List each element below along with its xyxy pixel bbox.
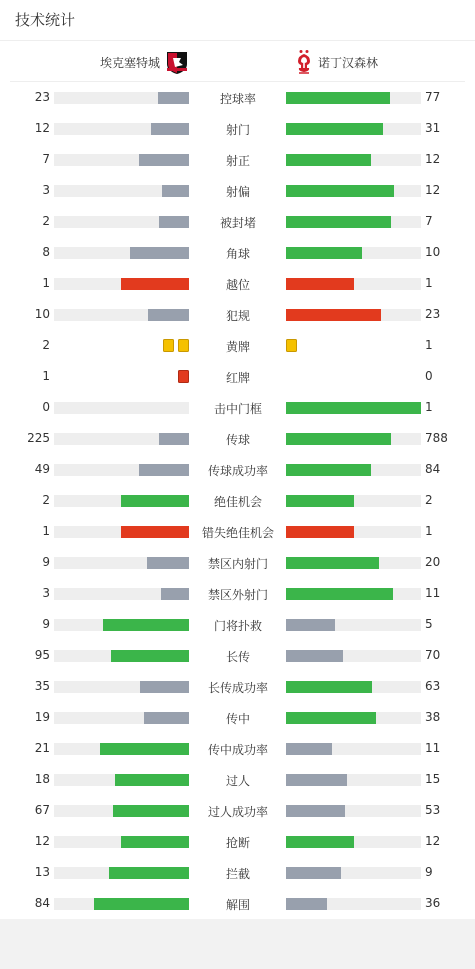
home-stat-value: 95: [34, 648, 50, 662]
teams-header: [10, 41, 465, 82]
away-stat-bar: [286, 650, 421, 662]
stat-label: 抢断: [225, 836, 250, 850]
forest-tree-crest-icon: [296, 49, 312, 75]
stat-label: 红牌: [225, 371, 250, 385]
stat-row: [0, 826, 475, 857]
stat-row: [0, 733, 475, 764]
away-stat-bar-fill: [286, 433, 391, 445]
home-stat-bar-fill: [103, 619, 189, 631]
stat-label: 射偏: [225, 185, 250, 199]
home-stat-value: 2: [42, 493, 50, 507]
away-stat-bar-fill: [286, 557, 379, 569]
away-stat-value: 5: [425, 617, 433, 631]
away-stat-value: 7: [425, 214, 433, 228]
stat-row: [0, 764, 475, 795]
home-stat-bar-fill: [144, 712, 189, 724]
home-stat-bar-fill: [140, 681, 189, 693]
away-stat-value: 12: [425, 183, 441, 197]
home-stat-bar-fill: [130, 247, 189, 259]
stat-label: 黄牌: [225, 340, 250, 354]
stat-label: 绝佳机会: [213, 495, 262, 509]
home-red-card-icon: [178, 370, 189, 383]
away-stat-value: 15: [425, 772, 441, 786]
away-stat-bar: [286, 836, 421, 848]
away-stat-bar: [286, 185, 421, 197]
stat-row: [0, 702, 475, 733]
home-stat-value: 1: [42, 369, 50, 383]
home-stat-bar-fill: [121, 836, 189, 848]
away-stat-value: 12: [425, 834, 441, 848]
away-stat-value: 1: [425, 400, 433, 414]
home-stat-bar-fill: [147, 557, 189, 569]
home-stat-value: 12: [34, 121, 50, 135]
home-stat-bar: [54, 185, 189, 197]
stat-row: [0, 516, 475, 547]
home-stat-value: 23: [34, 90, 50, 104]
home-stat-bar-fill: [121, 278, 189, 290]
stat-row: [0, 268, 475, 299]
home-stat-value: 2: [42, 214, 50, 228]
away-stat-bar-fill: [286, 185, 394, 197]
away-stat-value: 12: [425, 152, 441, 166]
away-stat-bar: [286, 805, 421, 817]
stat-row: [0, 795, 475, 826]
stat-label: 角球: [225, 247, 250, 261]
away-stat-value: 9: [425, 865, 433, 879]
away-stat-bar: [286, 433, 421, 445]
home-stat-bar: [54, 867, 189, 879]
away-stat-bar: [286, 867, 421, 879]
home-stat-bar: [54, 216, 189, 228]
home-stat-value: 1: [42, 524, 50, 538]
stat-label: 长传: [225, 650, 250, 664]
away-stat-bar: [286, 681, 421, 693]
stat-row: [0, 206, 475, 237]
stat-row: [0, 144, 475, 175]
away-stat-value: 11: [425, 586, 441, 600]
away-stat-bar-fill: [286, 92, 390, 104]
away-stat-bar: [286, 619, 421, 631]
stat-row: [0, 609, 475, 640]
home-stat-value: 1: [42, 276, 50, 290]
away-stat-bar: [286, 278, 421, 290]
away-stat-bar-fill: [286, 123, 383, 135]
home-stat-bar-fill: [139, 154, 189, 166]
home-stat-bar-fill: [121, 526, 189, 538]
away-stat-value: 63: [425, 679, 441, 693]
home-stat-bar-fill: [162, 185, 189, 197]
stat-label: 长传成功率: [207, 681, 268, 695]
away-stat-bar-fill: [286, 867, 341, 879]
stat-row: [0, 671, 475, 702]
home-stat-bar: [54, 526, 189, 538]
stat-label: 控球率: [219, 92, 256, 106]
home-stat-bar: [54, 433, 189, 445]
stat-label: 击中门框: [213, 402, 262, 416]
away-stat-value: 1: [425, 276, 433, 290]
stat-row: [0, 361, 475, 392]
stat-row: [0, 423, 475, 454]
home-stat-bar: [54, 278, 189, 290]
stat-row: [0, 392, 475, 423]
away-stat-bar-fill: [286, 247, 362, 259]
stat-row: [0, 547, 475, 578]
home-stat-value: 7: [42, 152, 50, 166]
away-stat-value: 77: [425, 90, 441, 104]
home-stat-bar-fill: [148, 309, 189, 321]
away-stat-bar: [286, 557, 421, 569]
stat-label: 射门: [225, 123, 250, 137]
stat-label: 被封堵: [219, 216, 256, 230]
away-stat-value: 84: [425, 462, 441, 476]
away-stat-bar: [286, 774, 421, 786]
stat-row: [0, 857, 475, 888]
home-stat-bar-fill: [121, 495, 189, 507]
away-yellow-card-icon: [286, 339, 297, 352]
away-stat-bar: [286, 898, 421, 910]
stat-row: [0, 578, 475, 609]
home-stat-bar: [54, 557, 189, 569]
exeter-crest-icon: [164, 49, 190, 75]
stat-label: 错失绝佳机会: [201, 526, 274, 540]
home-stat-value: 21: [34, 741, 50, 755]
home-stat-bar: [54, 588, 189, 600]
home-stat-bar-fill: [158, 92, 189, 104]
home-stat-value: 3: [42, 183, 50, 197]
away-stat-bar-fill: [286, 278, 354, 290]
home-stat-value: 67: [34, 803, 50, 817]
stat-label: 越位: [225, 278, 250, 292]
home-stat-bar: [54, 898, 189, 910]
home-stat-bar: [54, 123, 189, 135]
home-stat-bar-fill: [115, 774, 189, 786]
stat-row: [0, 82, 475, 113]
away-stat-bar-fill: [286, 216, 391, 228]
home-stat-value: 10: [34, 307, 50, 321]
away-stat-value: 1: [425, 524, 433, 538]
home-stat-bar-fill: [139, 464, 189, 476]
away-stat-bar-fill: [286, 681, 372, 693]
home-stat-value: 19: [34, 710, 50, 724]
home-stat-bar: [54, 247, 189, 259]
away-stat-value: 36: [425, 896, 441, 910]
home-stat-value: 3: [42, 586, 50, 600]
home-stat-bar-fill: [159, 433, 189, 445]
stat-label: 传中成功率: [207, 743, 268, 757]
stat-row: [0, 485, 475, 516]
home-stat-bar: [54, 309, 189, 321]
stat-row: [0, 237, 475, 268]
away-stat-value: 31: [425, 121, 441, 135]
home-stat-value: 12: [34, 834, 50, 848]
home-stat-value: 18: [34, 772, 50, 786]
home-stat-value: 35: [34, 679, 50, 693]
home-stat-value: 8: [42, 245, 50, 259]
stat-label: 过人: [225, 774, 250, 788]
home-stat-bar-fill: [111, 650, 189, 662]
home-stat-bar-fill: [161, 588, 189, 600]
away-stat-bar: [286, 743, 421, 755]
away-stat-bar: [286, 402, 421, 414]
away-stat-bar: [286, 123, 421, 135]
home-yellow-card-icon: [163, 339, 174, 352]
away-stat-bar: [286, 464, 421, 476]
away-stat-bar-fill: [286, 774, 347, 786]
away-stat-bar-fill: [286, 495, 354, 507]
home-stat-bar: [54, 495, 189, 507]
home-stat-bar-fill: [109, 867, 189, 879]
stat-label: 解围: [225, 898, 250, 912]
home-stat-bar: [54, 681, 189, 693]
stat-label: 传中: [225, 712, 250, 726]
stat-row: [0, 175, 475, 206]
home-stat-value: 84: [34, 896, 50, 910]
home-stat-bar-fill: [113, 805, 189, 817]
away-stat-bar: [286, 247, 421, 259]
away-stat-bar-fill: [286, 712, 376, 724]
home-stat-bar: [54, 402, 189, 414]
away-stat-value: 10: [425, 245, 441, 259]
away-stat-bar-fill: [286, 650, 343, 662]
away-stat-value: 70: [425, 648, 441, 662]
home-stat-bar: [54, 805, 189, 817]
stat-label: 传球: [225, 433, 250, 447]
stat-row: [0, 330, 475, 361]
home-stat-bar: [54, 836, 189, 848]
away-stat-value: 53: [425, 803, 441, 817]
home-stat-bar: [54, 712, 189, 724]
away-stat-bar-fill: [286, 464, 371, 476]
away-stat-bar-fill: [286, 619, 335, 631]
stat-row: [0, 299, 475, 330]
home-stat-value: 0: [42, 400, 50, 414]
away-stat-value: 2: [425, 493, 433, 507]
away-stat-bar-fill: [286, 526, 354, 538]
home-stat-value: 2: [42, 338, 50, 352]
stat-label: 犯规: [225, 309, 250, 323]
stat-row: [0, 454, 475, 485]
stat-row: [0, 640, 475, 671]
home-stat-value: 9: [42, 555, 50, 569]
home-stat-bar: [54, 619, 189, 631]
away-stat-bar-fill: [286, 588, 393, 600]
away-stat-value: 11: [425, 741, 441, 755]
away-stat-value: 20: [425, 555, 441, 569]
home-stat-bar: [54, 154, 189, 166]
home-stat-bar: [54, 92, 189, 104]
home-stat-bar-fill: [159, 216, 189, 228]
away-stat-bar: [286, 712, 421, 724]
stat-label: 禁区外射门: [207, 588, 268, 602]
home-stat-bar-fill: [151, 123, 189, 135]
stat-label: 射正: [225, 154, 250, 168]
away-stat-value: 23: [425, 307, 441, 321]
away-stat-bar-fill: [286, 402, 421, 414]
home-stat-bar: [54, 464, 189, 476]
home-stat-bar-fill: [94, 898, 189, 910]
home-stat-value: 13: [34, 865, 50, 879]
away-stat-bar: [286, 588, 421, 600]
away-team-name: 诺丁汉森林: [318, 55, 379, 70]
home-team-name: 埃克塞特城: [99, 55, 160, 70]
away-stat-bar-fill: [286, 805, 345, 817]
stat-label: 过人成功率: [207, 805, 268, 819]
away-stat-value: 38: [425, 710, 441, 724]
stat-label: 传球成功率: [207, 464, 268, 478]
away-stat-bar: [286, 495, 421, 507]
away-stat-bar: [286, 309, 421, 321]
stat-label: 拦截: [225, 867, 250, 881]
home-yellow-card-icon: [178, 339, 189, 352]
home-stat-value: 225: [27, 431, 50, 445]
home-stat-value: 49: [34, 462, 50, 476]
home-team[interactable]: [100, 49, 190, 75]
away-stat-bar-fill: [286, 743, 332, 755]
home-stat-bar: [54, 774, 189, 786]
page-title: 技术统计: [0, 0, 475, 41]
away-stat-value: 788: [425, 431, 448, 445]
away-team[interactable]: [296, 49, 378, 75]
away-stat-bar-fill: [286, 154, 371, 166]
home-stat-bar: [54, 650, 189, 662]
away-stat-bar: [286, 526, 421, 538]
stat-label: 门将扑救: [213, 619, 262, 633]
stat-label: 禁区内射门: [207, 557, 268, 571]
home-stat-bar-fill: [100, 743, 189, 755]
home-stat-bar: [54, 743, 189, 755]
away-stat-bar: [286, 216, 421, 228]
stat-row: [0, 113, 475, 144]
away-stat-value: 0: [425, 369, 433, 383]
away-stat-bar-fill: [286, 836, 354, 848]
away-stat-bar: [286, 154, 421, 166]
away-stat-value: 1: [425, 338, 433, 352]
away-stat-bar-fill: [286, 898, 327, 910]
away-stat-bar-fill: [286, 309, 381, 321]
home-stat-value: 9: [42, 617, 50, 631]
away-stat-bar: [286, 92, 421, 104]
stats-list: [0, 82, 475, 919]
stat-row: [0, 888, 475, 919]
